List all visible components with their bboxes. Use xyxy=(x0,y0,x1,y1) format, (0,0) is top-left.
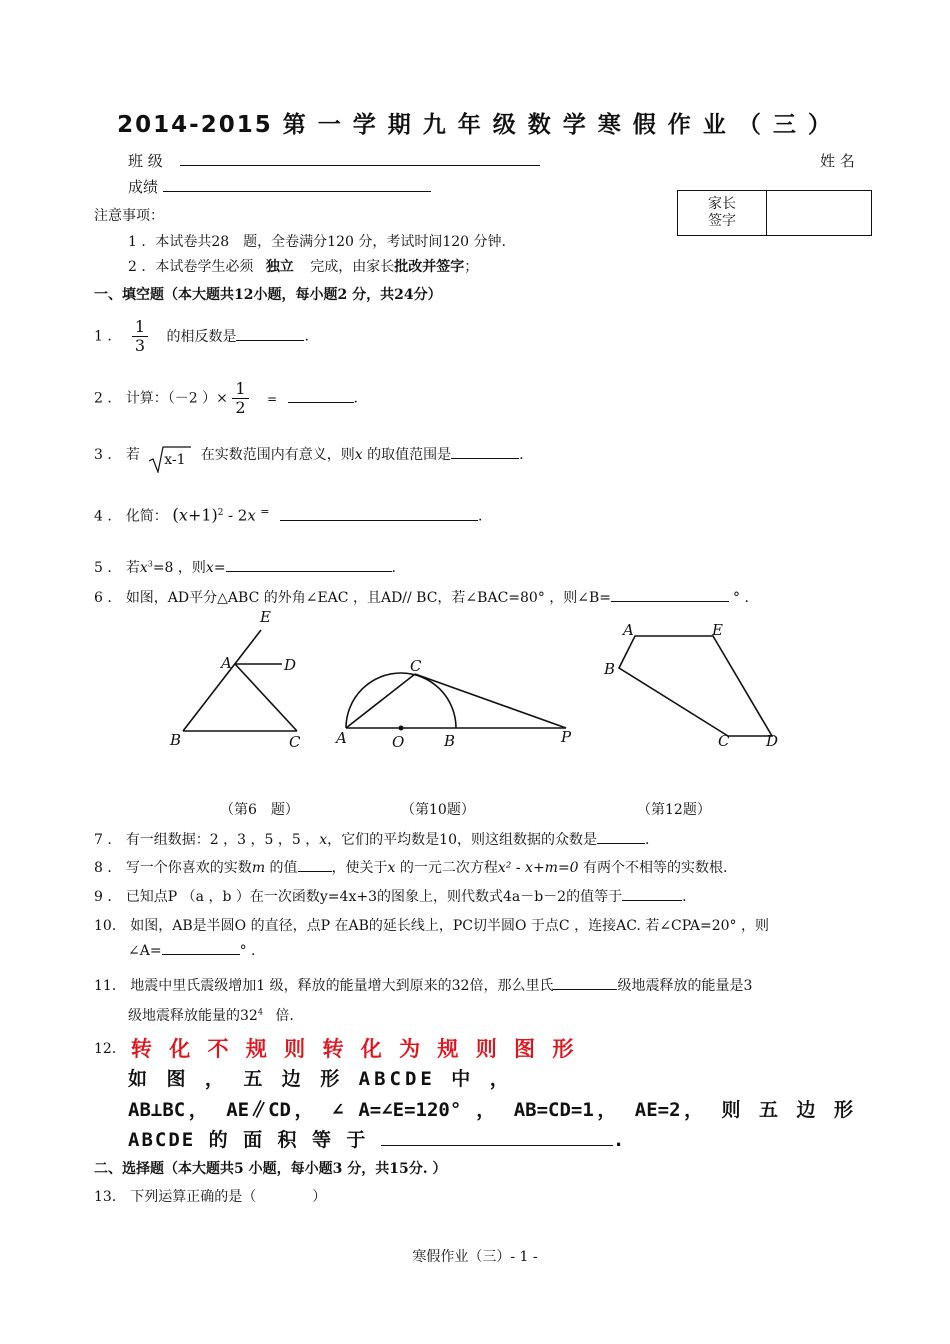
class-blank[interactable] xyxy=(180,151,540,166)
answer-blank-10[interactable] xyxy=(162,954,240,955)
score-field xyxy=(128,176,431,197)
question-5: 5 ． 若$x^3=8$ ，则x= . xyxy=(94,559,396,576)
label-e: E xyxy=(260,608,271,626)
fraction: $\frac{1}{3}$ xyxy=(132,318,148,355)
answer-blank-8[interactable] xyxy=(298,871,332,872)
figure-12 xyxy=(600,616,790,756)
question-12-line-4: ABCDE 的 面 积 等 于 . xyxy=(128,1129,627,1151)
answer-blank-12[interactable] xyxy=(381,1129,613,1146)
answer-blank-6[interactable] xyxy=(611,601,729,602)
notes-item-1: 1 ．本试卷共28 题，全卷满分120 分，考试时间120 分钟. xyxy=(128,234,506,250)
segment-cp xyxy=(415,674,566,728)
question-9: 9 ． 已知点P （a ，b ）在一次函数y=4x+3的图象上，则代数式4a－b－2的值等于 . xyxy=(94,889,687,905)
label-b: B xyxy=(444,732,456,750)
class-field xyxy=(128,150,540,171)
answer-blank-3[interactable] xyxy=(451,458,519,459)
caption-fig-10: （第10题） xyxy=(401,802,475,818)
label-a: A xyxy=(623,621,634,639)
question-12-hint: 转 化 不 规 则 转 化 为 规 则 图 形 xyxy=(130,1037,579,1061)
label-b: B xyxy=(170,731,182,749)
semicircle xyxy=(346,673,456,728)
score-blank[interactable] xyxy=(163,177,431,192)
page-footer: 寒假作业（三）- 1 - xyxy=(412,1249,538,1265)
parent-signature-cell[interactable] xyxy=(767,191,872,236)
question-12-line-3: AB⊥BC， AE∥CD， ∠ A=∠E=120° ， AB=CD=1， AE=2， 则 五 边 形 xyxy=(128,1099,853,1121)
question-12-line-2: 如 图 ， 五 边 形 ABCDE 中 ， xyxy=(128,1068,513,1090)
caption-fig-6: （第6 题） xyxy=(220,802,299,818)
fraction: $\frac{1}{2}$ xyxy=(232,380,248,417)
label-e: E xyxy=(712,621,723,639)
label-c: C xyxy=(289,733,301,751)
name-label: 姓 名 xyxy=(820,152,855,170)
segment-ac xyxy=(235,664,297,731)
question-2: 2 ． 计算：（－2 ）× $\frac{1}{2}$ = . xyxy=(94,379,358,417)
label-c: C xyxy=(410,657,422,675)
label-b: B xyxy=(604,660,616,678)
answer-blank-4[interactable] xyxy=(280,520,478,521)
label-p: P xyxy=(561,728,572,746)
label-d: D xyxy=(284,656,297,674)
score-label: 成绩 xyxy=(128,178,159,196)
figure-10 xyxy=(330,654,580,754)
section1-heading: 一、填空题（本大题共12小题，每小题2 分，共24分） xyxy=(94,287,442,303)
label-c: C xyxy=(718,732,730,750)
answer-blank-11[interactable] xyxy=(553,989,617,990)
answer-blank-1[interactable] xyxy=(236,340,304,341)
answer-blank-5[interactable] xyxy=(226,571,392,572)
label-a: A xyxy=(336,729,347,747)
section2-heading: 二、选择题（本大题共5 小题，每小题3 分，共15分. ） xyxy=(94,1161,447,1177)
question-10-line-2: ∠A= ° . xyxy=(128,943,256,959)
question-10: 10． 如图，AB是半圆O 的直径，点P 在AB的延长线上，PC切半圆O 于点C ，连接AC. 若∠CPA=20° ，则 xyxy=(94,918,770,934)
label-a: A xyxy=(221,654,232,672)
figure-6 xyxy=(160,606,310,756)
question-11-line-2: 级地震释放能量的$32^4$ 倍. xyxy=(128,1007,294,1024)
question-1: 1 ． $\frac{1}{3}$ 的相反数是 . xyxy=(94,317,309,355)
class-label: 班 级 xyxy=(128,152,163,170)
label-d: D xyxy=(766,732,779,750)
notes-heading: 注意事项： xyxy=(94,208,164,224)
parent-signature-box xyxy=(677,190,872,236)
answer-blank-7[interactable] xyxy=(597,843,645,844)
caption-fig-12: （第12题） xyxy=(637,802,711,818)
segment-ac xyxy=(346,674,415,728)
question-6: 6 ． 如图，AD平分△ABC 的外角∠EAC ，且AD// BC，若∠BAC=80° ，则∠B= ° . xyxy=(94,590,749,606)
question-13: 13． 下列运算正确的是（ ） xyxy=(94,1189,327,1205)
answer-blank-2[interactable] xyxy=(288,402,354,403)
question-8: 8 ． 写一个你喜欢的实数m 的值 ，使关于x 的一元二次方程x² - x+m=0 有两个不相等的实数根. xyxy=(94,860,728,876)
label-o: O xyxy=(392,733,405,751)
center-point xyxy=(399,726,404,731)
question-7: 7 ． 有一组数据：2 ，3 ，5 ，5 ，x，它们的平均数是10，则这组数据的众数是 . xyxy=(94,832,650,848)
question-12: 12． 转 化 不 规 则 转 化 为 规 则 图 形 xyxy=(94,1037,579,1061)
question-3: 3 ． 若 x-1 在实数范围内有意义，则x 的取值范围是 . xyxy=(94,443,524,473)
page-title: 2014-2015 第 一 学 期 九 年 级 数 学 寒 假 作 业 （ 三 ） xyxy=(117,112,833,138)
pentagon xyxy=(619,636,772,736)
sqrt-symbol: x-1 xyxy=(148,443,192,473)
notes-item-2: 2 ．本试卷学生必须 独立 完成，由家长批改并签字； xyxy=(128,259,479,275)
parent-signature-label: 家长 签字 xyxy=(678,191,767,236)
question-11: 11． 地震中里氏震级增加1 级，释放的能量增大到原来的32倍，那么里氏 级地震释放的能量是3 xyxy=(94,978,753,994)
answer-blank-9[interactable] xyxy=(622,900,682,901)
question-4: 4 ． 化简： $(x+1)^2 - 2x$ = . xyxy=(94,505,483,526)
